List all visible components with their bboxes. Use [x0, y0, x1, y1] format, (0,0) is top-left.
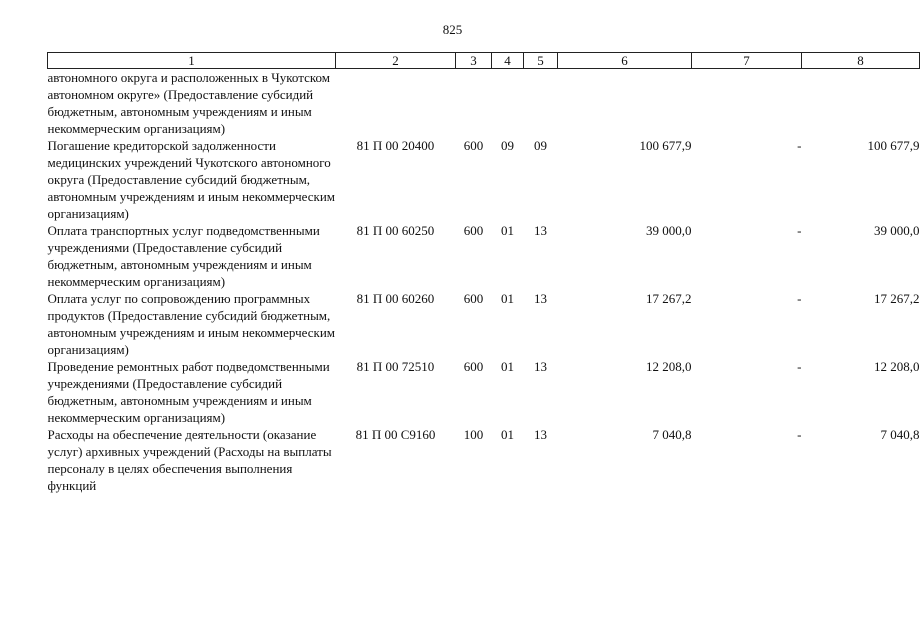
row-name: Погашение кредиторской задолженности медицинских учреждений Чукотского автономного округа (Предоставление субсидий бюджетным, автономным учреждениям и иным некоммерческим организациям) — [47, 138, 336, 221]
row-sum: 7 040,8 — [652, 427, 692, 442]
row-expense-type: 600 — [463, 291, 484, 306]
row-change: - — [797, 427, 802, 442]
row-sum: 100 677,9 — [639, 138, 692, 153]
column-header: 8 — [802, 53, 920, 69]
row-change: - — [797, 138, 802, 153]
row-expense-type: 600 — [463, 359, 484, 374]
table-row — [48, 426, 920, 494]
row-sum — [558, 69, 692, 138]
row-name: Оплата услуг по сопровождению программных продуктов (Предоставление субсидий бюджетным, автономным учреждениям и иным некоммерческим организациям) — [47, 291, 336, 357]
row-section: 01 — [501, 427, 514, 442]
row-code: 81 П 00 60260 — [356, 291, 435, 306]
row-sum: 17 267,2 — [646, 291, 692, 306]
table-row — [48, 69, 920, 138]
row-change — [692, 69, 802, 138]
row-section: 01 — [501, 291, 514, 306]
row-total: 17 267,2 — [874, 291, 920, 306]
column-header: 4 — [492, 53, 524, 69]
row-subsection: 13 — [534, 427, 547, 442]
row-change: - — [797, 291, 802, 306]
row-name: Оплата транспортных услуг подведомственными учреждениями (Предоставление субсидий бюджетным, автономным учреждениям и иным некоммерческим организациям) — [47, 223, 320, 289]
row-code: 81 П 00 60250 — [356, 223, 435, 238]
page-number: 825 — [442, 22, 463, 37]
row-expense-type: 600 — [463, 223, 484, 238]
row-sum: 39 000,0 — [646, 223, 692, 238]
table-row — [48, 358, 920, 426]
row-section: 09 — [501, 138, 514, 153]
row-sum: 12 208,0 — [646, 359, 692, 374]
column-header: 1 — [48, 53, 336, 69]
row-section — [492, 69, 524, 138]
row-subsection: 13 — [534, 359, 547, 374]
row-change: - — [797, 223, 802, 238]
row-section: 01 — [501, 359, 514, 374]
row-subsection — [524, 69, 558, 138]
row-expense-type: 600 — [463, 138, 484, 153]
column-header: 6 — [558, 53, 692, 69]
row-subsection: 13 — [534, 223, 547, 238]
row-subsection: 09 — [534, 138, 547, 153]
row-total: 100 677,9 — [867, 138, 920, 153]
row-total: 12 208,0 — [874, 359, 920, 374]
row-name: Расходы на обеспечение деятельности (оказание услуг) архивных учреждений (Расходы на выплаты персоналу в целях обеспечения выполнения функций — [47, 427, 332, 493]
column-header: 5 — [524, 53, 558, 69]
row-code: 81 П 00 С9160 — [355, 427, 436, 442]
row-total: 39 000,0 — [874, 223, 920, 238]
row-total — [802, 69, 920, 138]
column-header: 7 — [692, 53, 802, 69]
row-code: 81 П 00 72510 — [356, 359, 435, 374]
column-header: 3 — [456, 53, 492, 69]
row-expense-type: 100 — [463, 427, 484, 442]
table-row — [48, 222, 920, 290]
table-row — [48, 137, 920, 222]
row-code: 81 П 00 20400 — [356, 138, 435, 153]
row-subsection: 13 — [534, 291, 547, 306]
row-change: - — [797, 359, 802, 374]
table-row — [48, 290, 920, 358]
row-expense-type — [456, 69, 492, 138]
column-header: 2 — [336, 53, 456, 69]
row-name: автономного округа и расположенных в Чукотском автономном округе» (Предоставление субсидий бюджетным, автономным учреждениям и иным некоммерческим организациям) — [47, 70, 330, 136]
row-code — [336, 69, 456, 138]
row-section: 01 — [501, 223, 514, 238]
row-name: Проведение ремонтных работ подведомственными учреждениями (Предоставление субсидий бюджетным, автономным учреждениям и иным некоммерческим организациям) — [47, 359, 330, 425]
row-total: 7 040,8 — [880, 427, 920, 442]
table-header-row — [48, 53, 920, 69]
budget-table — [47, 52, 920, 494]
